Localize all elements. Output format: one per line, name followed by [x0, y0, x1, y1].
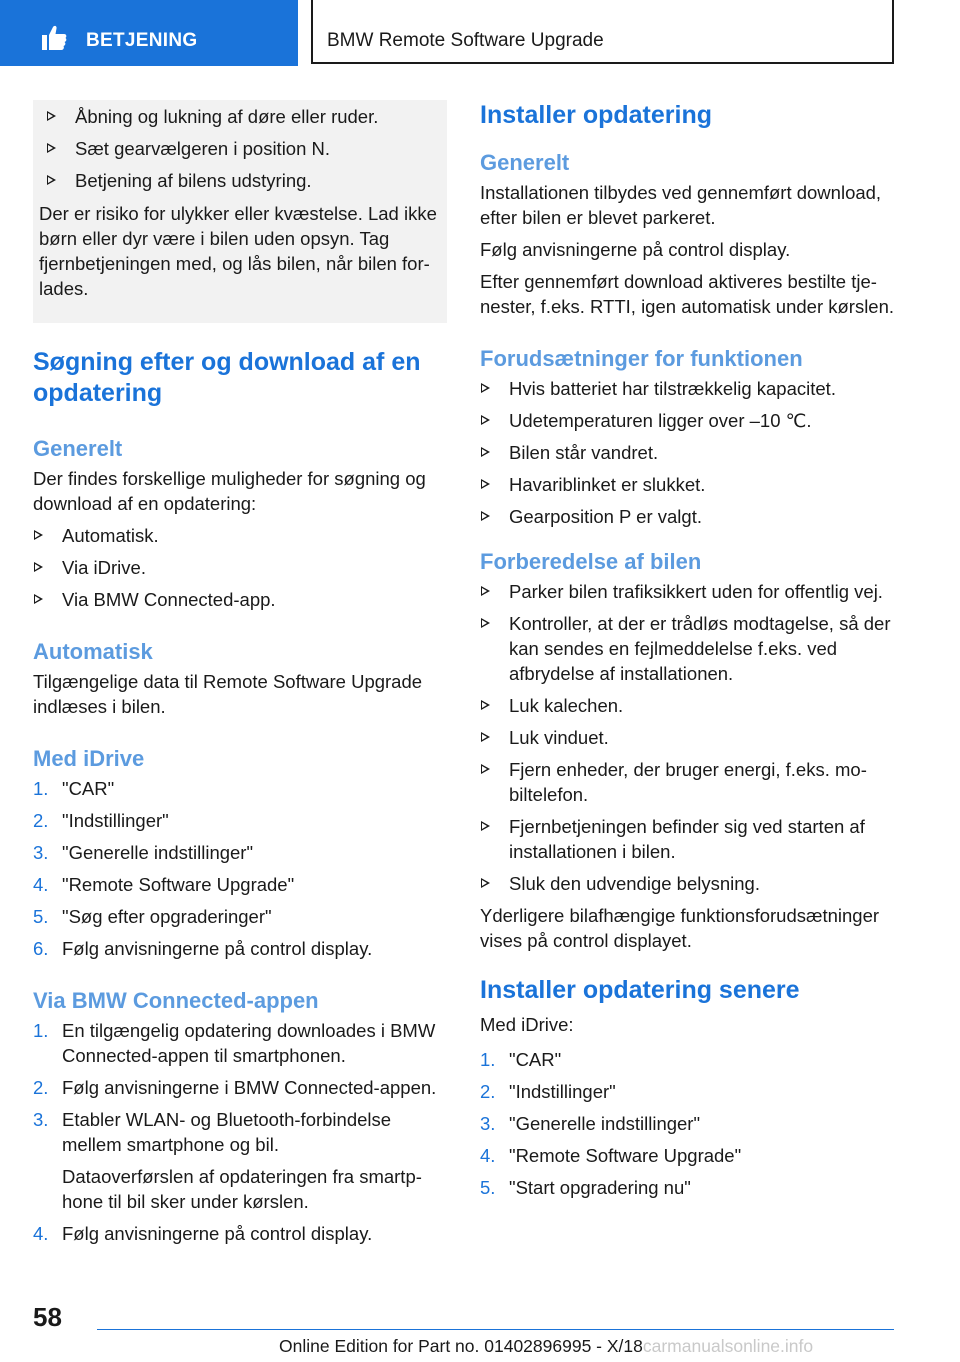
general-text: Der findes forskellige muligheder for søgning og download af en opdatering: — [33, 468, 426, 514]
triangle-bullet-icon — [481, 764, 490, 774]
search-download-title: Søgning efter og download af en opdatering — [33, 348, 421, 407]
connected-app-heading: Via BMW Connected-appen — [33, 988, 319, 1013]
idrive-steps — [33, 776, 447, 961]
prerequisites-heading: Forudsætninger for funktionen — [480, 346, 803, 371]
right-column — [480, 100, 896, 1207]
prepare-car-text: Yderligere bilafhængige funktionsforudsætninger vises på control displayet. — [480, 905, 880, 951]
triangle-bullet-icon — [481, 511, 490, 521]
list-item: Via BMW Connected-app. — [33, 587, 447, 612]
automatic-text: Tilgængelige data til Remote Software Upgrade indlæses i bilen. — [33, 671, 423, 717]
list-item: 1. En tilgængelig opdatering downloades i BMW Connected-appen til smartphonen. — [33, 1020, 436, 1066]
list-item: Udetemperaturen ligger over –10 ℃. — [480, 408, 896, 433]
list-item: Betjening af bilens udstyring. — [39, 168, 441, 193]
edition-text: Online Edition for Part no. 01402896995 - X/18 — [279, 1336, 643, 1356]
general-heading: Generelt — [480, 150, 570, 175]
install-later-steps — [480, 1047, 896, 1200]
general-paragraph: Efter gennemført download aktiveres bestilte tjenester, f.eks. RTTI, igen automatisk under kørslen. — [480, 271, 895, 317]
list-item: Bilen står vandret. — [480, 440, 896, 465]
list-item: Fjernbetjeningen befinder sig ved starten af installationen i bilen. — [480, 814, 896, 864]
notice-text: Der er risiko for ulykker eller kvæstelse. Lad ikke børn eller dyr være i bilen uden opsyn. Tag fjernbetjeningen med, og lås bilen, når bilen forlades. — [39, 203, 437, 299]
triangle-bullet-icon — [34, 530, 43, 540]
list-item: Luk kalechen. — [480, 693, 896, 718]
list-item: Via iDrive. — [33, 555, 447, 580]
idrive-heading: Med iDrive — [33, 746, 145, 771]
list-item: Luk vinduet. — [480, 725, 896, 750]
list-item: Sluk den udvendige belysning. — [480, 871, 896, 896]
list-item: 3. "Generelle indstillinger" — [33, 842, 254, 863]
install-later-intro: Med iDrive: — [480, 1014, 574, 1035]
connected-app-steps — [33, 1018, 447, 1246]
list-item: 4. "Remote Software Upgrade" — [33, 874, 295, 895]
list-item: Automatisk. — [33, 523, 447, 548]
notice-bullet-list — [39, 104, 441, 193]
automatic-heading: Automatisk — [33, 639, 153, 664]
list-item: 2. Følg anvisningerne i BMW Connected-appen. — [33, 1077, 437, 1098]
list-item: 4. "Remote Software Upgrade" — [480, 1145, 742, 1166]
list-item: 1. "CAR" — [480, 1049, 562, 1070]
watermark: carmanualsonline.info — [642, 1336, 814, 1356]
page-number: 58 — [33, 1302, 62, 1332]
triangle-bullet-icon — [481, 878, 490, 888]
options-list — [33, 523, 447, 612]
page-header — [0, 0, 960, 66]
list-item: 5. "Start opgradering nu" — [480, 1177, 691, 1198]
list-item: Hvis batteriet har tilstrækkelig kapacitet. — [480, 376, 896, 401]
triangle-bullet-icon — [47, 175, 56, 185]
list-item: 5. "Søg efter opgraderinger" — [33, 906, 272, 927]
triangle-bullet-icon — [481, 586, 490, 596]
triangle-bullet-icon — [481, 479, 490, 489]
prerequisites-list — [480, 376, 896, 529]
list-item: 3. "Generelle indstillinger" — [480, 1113, 701, 1134]
list-item: 6. Følg anvisningerne på control display. — [33, 938, 373, 959]
triangle-bullet-icon — [34, 562, 43, 572]
step-note: Dataoverførslen af opdateringen fra smartphone til bil sker under kørslen. — [62, 1166, 422, 1212]
chapter-label: BETJENING — [86, 30, 198, 51]
triangle-bullet-icon — [47, 111, 56, 121]
left-column — [33, 100, 447, 1253]
install-update-title: Installer opdatering — [480, 101, 712, 129]
triangle-bullet-icon — [481, 821, 490, 831]
triangle-bullet-icon — [34, 594, 43, 604]
general-paragraph: Følg anvisningerne på control display. — [480, 239, 791, 260]
list-item: Fjern enheder, der bruger energi, f.eks. mobiltelefon. — [480, 757, 896, 807]
footer-divider — [97, 1329, 894, 1330]
triangle-bullet-icon — [47, 143, 56, 153]
list-item: Parker bilen trafiksikkert uden for offentlig vej. — [480, 579, 896, 604]
list-item: Havariblinket er slukket. — [480, 472, 896, 497]
prepare-car-heading: Forberedelse af bilen — [480, 549, 702, 574]
triangle-bullet-icon — [481, 732, 490, 742]
chapter-tab — [0, 0, 298, 66]
list-item: 1. "CAR" — [33, 778, 115, 799]
triangle-bullet-icon — [481, 618, 490, 628]
list-item: 3. Etabler WLAN- og Bluetooth-forbindelse mellem smartphone og bil. Dataoverførslen af opdateringen fra smartphone til bil sker under kørslen. — [33, 1107, 447, 1214]
general-heading: Generelt — [33, 436, 123, 461]
page-footer — [279, 1336, 813, 1357]
section-tab — [311, 0, 894, 64]
triangle-bullet-icon — [481, 700, 490, 710]
list-item: 2. "Indstillinger" — [480, 1081, 616, 1102]
prepare-car-list — [480, 579, 896, 896]
triangle-bullet-icon — [481, 383, 490, 393]
list-item: Åbning og lukning af døre eller ruder. — [39, 104, 441, 129]
triangle-bullet-icon — [481, 447, 490, 457]
section-title: BMW Remote Software Upgrade — [327, 30, 604, 51]
list-item: 4. Følg anvisningerne på control display. — [33, 1223, 373, 1244]
list-item: Sæt gearvælgeren i position N. — [39, 136, 441, 161]
warning-notice — [33, 100, 447, 323]
list-item: Gearposition P er valgt. — [480, 504, 896, 529]
list-item: 2. "Indstillinger" — [33, 810, 169, 831]
list-item: Kontroller, at der er trådløs modtagelse, så der kan sendes en fejlmeddelelse f.eks. ved afbrydelse af installationen. — [480, 611, 896, 686]
general-paragraph: Installationen tilbydes ved gennemført download, efter bilen er blevet parkeret. — [480, 182, 882, 228]
triangle-bullet-icon — [481, 415, 490, 425]
install-later-title: Installer opdatering senere — [480, 976, 800, 1004]
pointing-hand-icon — [38, 24, 68, 52]
